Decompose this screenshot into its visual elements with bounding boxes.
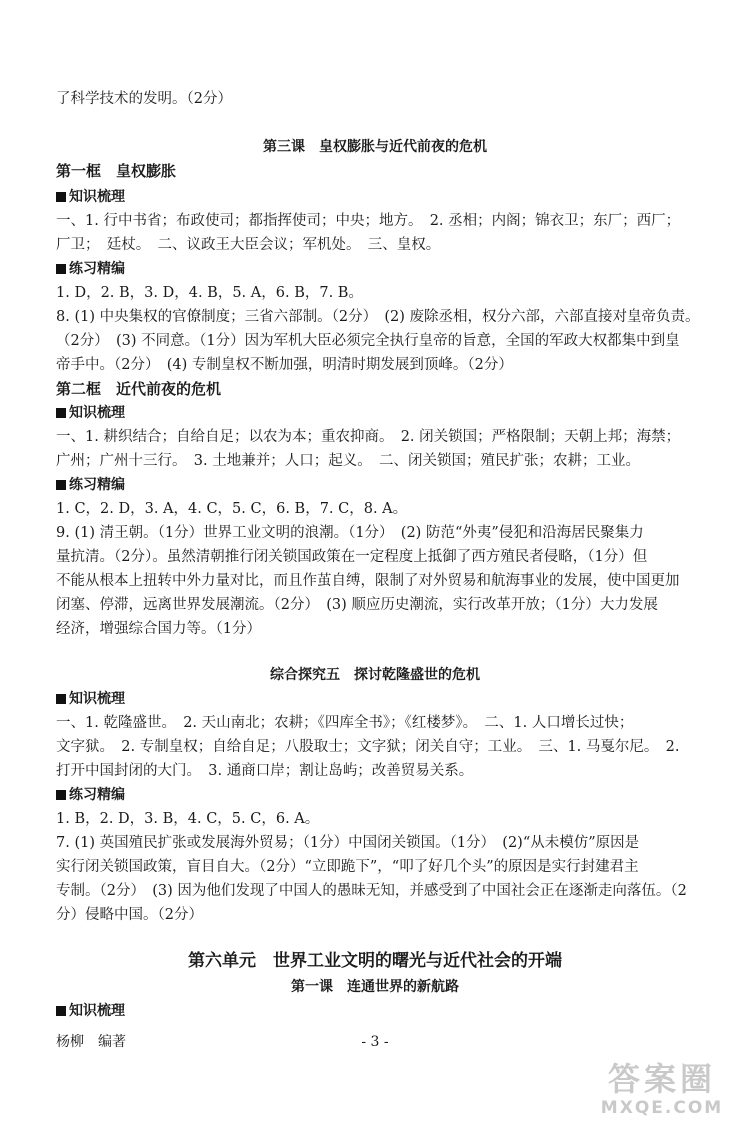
- bullet-square-icon: [56, 408, 66, 418]
- text-line: 专制。（2分） (3) 因为他们发现了中国人的愚昧无知，并感受到了中国社会正在逐渐走向落伍。（2: [56, 883, 687, 899]
- lesson-title: 第三课 皇权膨胀与近代前夜的危机: [263, 139, 487, 155]
- section-heading: 练习精编: [56, 474, 696, 496]
- bullet-square-icon: [56, 694, 66, 704]
- frame-heading: 第二框 近代前夜的危机: [56, 380, 222, 398]
- section-heading: 练习精编: [56, 258, 696, 280]
- text-line: 一、1. 乾隆盛世。 2. 天山南北；农耕；《四库全书》；《红楼梦》。 二、1. 人口增长过快；: [56, 715, 634, 731]
- text-line: 帝手中。（2分） (4) 专制皇权不断加强，明清时期发展到顶峰。（2分）: [56, 357, 513, 373]
- text-line: 9. (1) 清王朝。（1分）世界工业文明的浪潮。（1分） (2) 防范“外夷”侵犯和沿海居民聚集力: [56, 525, 644, 541]
- text-line: 1. C，2. D，3. A，4. C，5. C，6. B，7. C，8. A。: [56, 501, 408, 517]
- text-line: 打开中国封闭的大门。 3. 通商口岸；割让岛屿；改善贸易关系。: [56, 763, 474, 779]
- text-line: （2分） (3) 不同意。（1分）因为军机大臣必须完全执行皇帝的旨意，全国的军政大权都集中到皇: [56, 333, 680, 349]
- text-line: 8. (1) 中央集权的官僚制度；三省六部制。（2分） (2) 废除丞相，权分六部，六部直接对皇帝负责。: [56, 309, 700, 325]
- watermark-logo: [582, 1060, 742, 1122]
- bullet-square-icon: [56, 790, 66, 800]
- text-line: 分）侵略中国。（2分）: [56, 907, 203, 923]
- lesson-title: 综合探究五 探讨乾隆盛世的危机: [270, 667, 480, 683]
- section-heading: 知识梳理: [56, 402, 696, 424]
- text-line: 闭塞、停滞，远离世界发展潮流。（2分） (3) 顺应历史潮流，实行改革开放；（1分）大力发展: [56, 597, 658, 613]
- lesson-title: 第一课 连通世界的新航路: [291, 979, 459, 995]
- text-line: 一、1. 行中书省；布政使司；都指挥使司；中央；地方。 2. 丞相；内阁；锦衣卫；东厂；西厂；: [56, 213, 681, 229]
- text-line: 7. (1) 英国殖民扩张或发展海外贸易；（1分）中国闭关锁国。（1分） (2)“从未模仿”原因是: [56, 835, 640, 851]
- text-line: 一、1. 耕织结合；自给自足；以农为本；重农抑商。 2. 闭关锁国；严格限制；天朝上邦；海禁；: [56, 429, 681, 445]
- text-line: 不能从根本上扭转中外力量对比，而且作茧自缚，限制了对外贸易和航海事业的发展，使中国更加: [56, 573, 680, 589]
- section-heading: 知识梳理: [56, 1000, 696, 1022]
- unit-title: 第六单元 世界工业文明的曙光与近代社会的开端: [188, 951, 562, 971]
- bullet-square-icon: [56, 192, 66, 202]
- text-line: 1. D，2. B，3. D，4. B，5. A，6. B，7. B。: [56, 285, 363, 301]
- bullet-square-icon: [56, 480, 66, 490]
- section-heading: 练习精编: [56, 784, 696, 806]
- text-line: 了科学技术的发明。（2分）: [56, 91, 232, 107]
- text-line: 文字狱。 2. 专制皇权；自给自足；八股取士；文字狱；闭关自守；工业。 三、1. 马戛尔尼。 2.: [56, 739, 680, 755]
- text-line: 广州；广州十三行。 3. 土地兼并；人口；起义。 二、闭关锁国；殖民扩张；农耕；工业。: [56, 453, 640, 469]
- text-line: 经济，增强综合国力等。（1分）: [56, 621, 261, 637]
- text-line: 1. B，2. D，3. B，4. C，5. C，6. A。: [56, 811, 320, 827]
- page-number: - 3 -: [361, 1034, 389, 1050]
- text-line: 量抗清。（2分）。虽然清朝推行闭关锁国政策在一定程度上抵御了西方殖民者侵略，（1分）但: [56, 549, 648, 565]
- section-heading: 知识梳理: [56, 186, 696, 208]
- bullet-square-icon: [56, 264, 66, 274]
- text-line: 实行闭关锁国政策，盲目自大。（2分）“立即跪下”，“叩了好几个头”的原因是实行封建君主: [56, 859, 639, 875]
- bullet-square-icon: [56, 1006, 66, 1016]
- frame-heading: 第一框 皇权膨胀: [56, 162, 177, 180]
- section-heading: 知识梳理: [56, 688, 696, 710]
- watermark-title: 答案圈: [607, 1060, 716, 1098]
- watermark-url: MXQE.COM: [600, 1098, 724, 1118]
- footer-author: 杨柳 编著: [56, 1034, 126, 1050]
- text-line: 厂卫； 廷杖。 二、议政王大臣会议；军机处。 三、皇权。: [56, 237, 441, 253]
